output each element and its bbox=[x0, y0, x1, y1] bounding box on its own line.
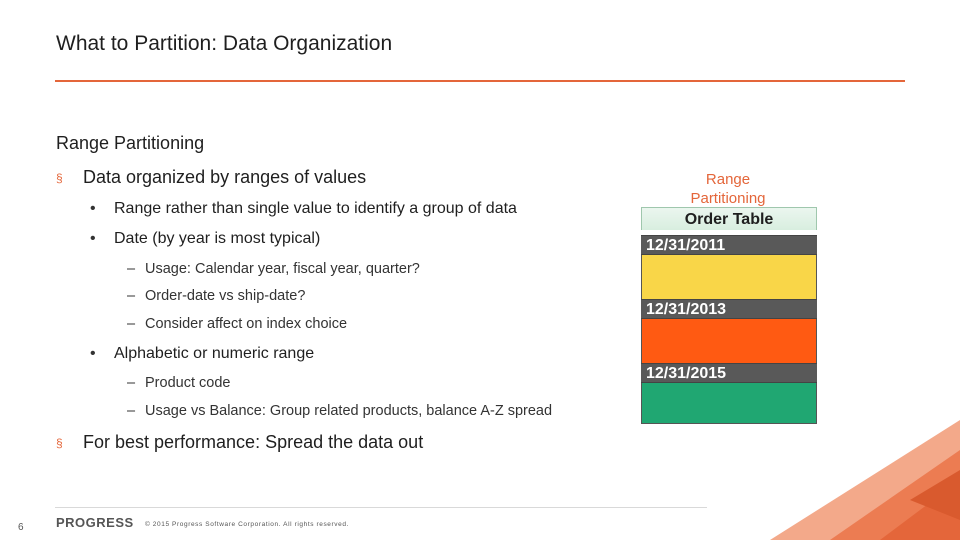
sub-bullet-item bbox=[90, 345, 590, 365]
page-number: 6 bbox=[18, 522, 24, 533]
sub-sub-bullet-item bbox=[127, 316, 607, 334]
bullet-text: Usage: Calendar year, fiscal year, quarter? bbox=[145, 261, 420, 277]
bullet-marker: – bbox=[127, 288, 136, 304]
bullet-marker: • bbox=[90, 345, 96, 362]
sub-sub-bullet-item bbox=[127, 403, 617, 421]
partition-block-2 bbox=[641, 319, 817, 363]
sub-sub-bullet-item bbox=[127, 375, 607, 393]
bullet-text: For best performance: Spread the data out bbox=[83, 432, 424, 452]
section-heading: Range Partitioning bbox=[56, 133, 205, 153]
diagram-title-line: Range bbox=[705, 171, 751, 188]
bullet-text: Product code bbox=[145, 375, 231, 391]
sub-sub-bullet-item bbox=[127, 288, 607, 306]
bullet-item bbox=[56, 432, 556, 454]
bullet-marker: § bbox=[56, 171, 63, 185]
sub-sub-bullet-item bbox=[127, 261, 607, 279]
bullet-item bbox=[56, 167, 456, 189]
bullet-text: Date (by year is most typical) bbox=[114, 230, 321, 247]
partition-boundary-2015: 12/31/2015 bbox=[641, 363, 817, 383]
progress-logo: PROGRESS bbox=[56, 515, 134, 530]
footer-divider bbox=[55, 507, 707, 508]
bullet-text: Order-date vs ship-date? bbox=[145, 288, 306, 304]
corner-decoration bbox=[710, 420, 960, 540]
bullet-text: Alphabetic or numeric range bbox=[114, 345, 315, 362]
partition-block-3 bbox=[641, 383, 817, 424]
bullet-marker: • bbox=[90, 200, 96, 217]
bullet-marker: § bbox=[56, 436, 63, 450]
bullet-marker: – bbox=[127, 316, 136, 332]
partition-block-1 bbox=[641, 255, 817, 299]
diagram-title-line: Partitioning bbox=[690, 190, 766, 207]
bullet-text: Data organized by ranges of values bbox=[83, 167, 367, 187]
partition-boundary-2011: 12/31/2011 bbox=[641, 235, 817, 255]
partition-boundary-2013: 12/31/2013 bbox=[641, 299, 817, 319]
bullet-text: Usage vs Balance: Group related products, balance A-Z spread bbox=[145, 403, 553, 419]
title-divider bbox=[55, 80, 905, 82]
bullet-marker: – bbox=[127, 403, 136, 419]
bullet-marker: • bbox=[90, 230, 96, 247]
order-table-header: Order Table bbox=[641, 207, 817, 230]
bullet-text: Consider affect on index choice bbox=[145, 316, 348, 332]
sub-bullet-item bbox=[90, 230, 590, 250]
sub-bullet-item bbox=[90, 200, 590, 220]
bullet-marker: – bbox=[127, 375, 136, 391]
slide-title: What to Partition: Data Organization bbox=[56, 32, 393, 55]
bullet-marker: – bbox=[127, 261, 136, 277]
copyright-text: © 2015 Progress Software Corporation. All rights reserved. bbox=[145, 521, 349, 528]
bullet-text: Range rather than single value to identify a group of data bbox=[114, 200, 517, 217]
diagram-title bbox=[660, 170, 796, 208]
